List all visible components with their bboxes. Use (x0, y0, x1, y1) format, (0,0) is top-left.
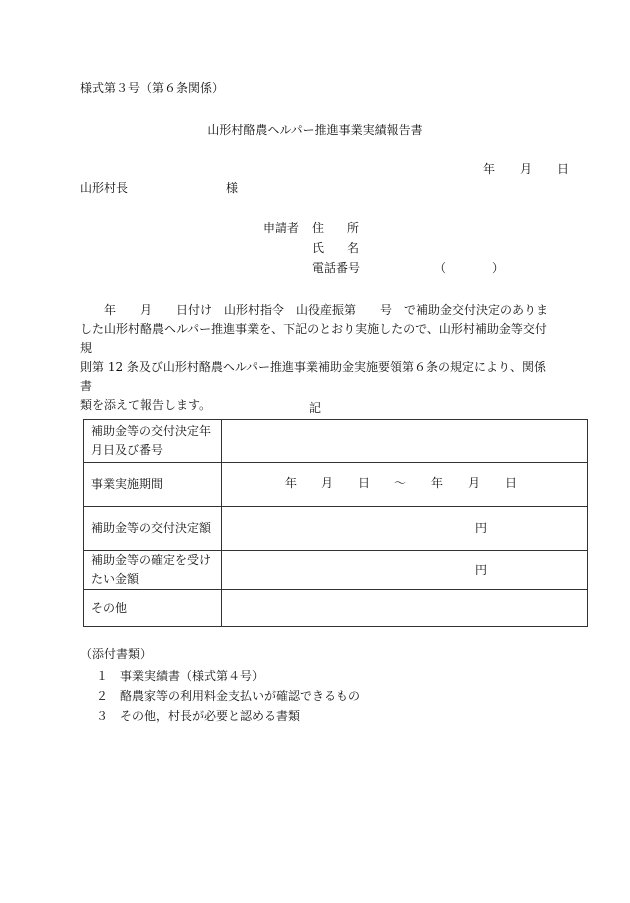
period-start-month: 月 (321, 475, 334, 490)
attachment-text: その他，村長が必要と認める書類 (120, 709, 301, 723)
table-label-cell: 補助金等の交付決定額 (84, 507, 222, 551)
decided-amount-field[interactable] (222, 507, 588, 551)
yen-unit: 円 (474, 521, 487, 535)
ki-heading: 記 (308, 401, 321, 415)
period-end-year: 年 (431, 475, 444, 490)
yen-unit: 円 (474, 562, 487, 577)
name-label-part1: 氏 (312, 241, 325, 255)
attachment-item (96, 670, 264, 682)
attachment-item (96, 690, 360, 702)
form-number: 様式第３号（第６条関係） (80, 81, 225, 95)
body-line: 則第 12 条及び山形村酪農ヘルパー推進事業補助金実施要領第６条の規定により、関係書 (80, 360, 547, 393)
attachments-title: （添付書類） (80, 647, 153, 661)
table-label-cell (84, 420, 222, 463)
table-row (84, 420, 588, 463)
period-end-day: 日 (505, 475, 518, 490)
table-row (84, 551, 588, 590)
label-line: 補助金等の確定を受け (91, 553, 212, 567)
address-label-part2: 所 (347, 221, 360, 235)
other-field[interactable] (222, 590, 588, 627)
date-month-label: 月 (520, 162, 533, 176)
label-line: 補助金等の交付決定年 (91, 424, 212, 438)
body-line: 類を添えて報告します。 (80, 398, 212, 412)
applicant-label: 申請者 (263, 221, 300, 235)
attachment-number: ２ (96, 689, 109, 703)
label-line: たい金額 (91, 572, 140, 586)
body-line: 年 月 日付け 山形村指令 山役産振第 号 で補助金交付決定のありま (80, 303, 549, 317)
table-row (84, 507, 588, 551)
period-start-day: 日 (358, 475, 371, 490)
attachment-number: ３ (96, 709, 109, 723)
date-year-label: 年 (483, 162, 496, 176)
table-row (84, 590, 588, 627)
phone-label: 電話番号 (312, 261, 361, 275)
name-label-part2: 名 (347, 241, 360, 255)
period-end-month: 月 (468, 475, 481, 490)
details-table (83, 419, 588, 627)
implementation-period-field[interactable] (222, 463, 588, 507)
period-line (229, 475, 580, 495)
report-body (80, 301, 555, 415)
table-label-cell: その他 (84, 590, 222, 627)
recipient-honorific: 様 (226, 181, 239, 195)
attachment-number: １ (96, 669, 109, 683)
phone-open-paren: （ (434, 261, 447, 275)
period-start-year: 年 (285, 475, 298, 490)
attachment-text: 酪農家等の利用料金支払いが確認できるもの (120, 689, 361, 703)
date-day-label: 日 (557, 162, 570, 176)
table-label-cell (84, 551, 222, 590)
decision-date-number-field[interactable] (222, 420, 588, 463)
body-line: した山形村酪農ヘルパー推進事業を、下記のとおり実施したので、山形村補助金等交付規 (80, 322, 547, 355)
phone-close-paren: ） (492, 261, 505, 275)
label-line: 月日及び番号 (91, 443, 164, 457)
table-row (84, 463, 588, 507)
period-tilde: ～ (394, 475, 407, 490)
table-label-cell: 事業実施期間 (84, 463, 222, 507)
confirmed-amount-field[interactable] (222, 551, 588, 590)
document-title: 山形村酪農ヘルパー推進事業実績報告書 (207, 123, 423, 137)
recipient-name: 山形村長 (80, 181, 129, 195)
address-label-part1: 住 (312, 221, 325, 235)
attachment-text: 事業実績書（様式第４号） (120, 669, 265, 683)
attachment-item (96, 710, 300, 722)
